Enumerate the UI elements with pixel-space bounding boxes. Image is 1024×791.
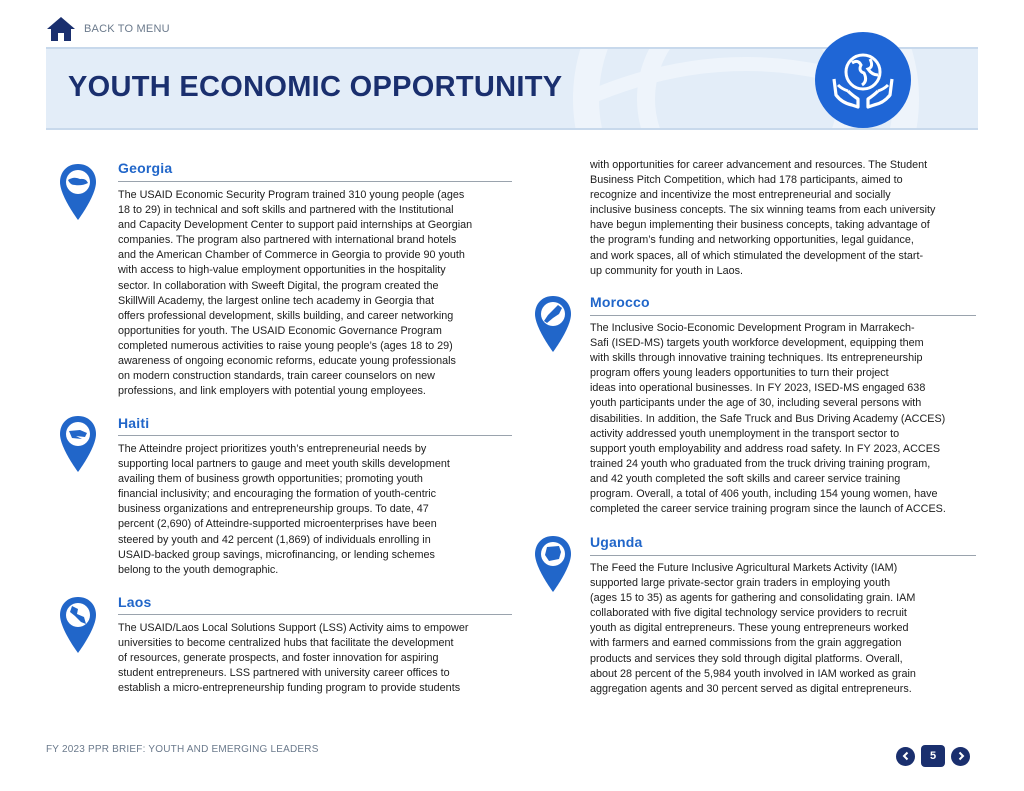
section-title-haiti: Haiti <box>118 415 150 431</box>
section-body-morocco: The Inclusive Socio-Economic Development Program in Marrakech- Safi (ISED-MS) targets youth workforce development, equipping them with skills through innovative training techniques. Its entrepreneurship program offers young leaders opportunities to turn their project ideas into operational businesses. In FY 2023, ISED-MS engaged 638 youth participants under the age of 30, including several persons with disabilities. In addition, the Safe Truck and Bus Driving Academy (ACCES) activity addressed youth unemployment in the transport sector to support youth employability and address road safety. In FY 2023, ACCES trained 24 youth who graduated from the truck driving training program, and 42 youth completed the soft skills and career service training program. Overall, a total of 406 youth, including 154 young women, have completed the career service training program since the launch of ACCES. <box>590 322 946 516</box>
home-icon[interactable] <box>46 15 76 43</box>
section-body-uganda: The Feed the Future Inclusive Agricultural Markets Activity (IAM) supported large private-sector grain traders in employing youth (ages 15 to 35) as agents for gathering and consolidating grain. IAM collaborated with five digital technology service providers to recruit youth as digital entrepreneurs. These young entrepreneurs worked with farmers and earned commissions from the grain aggregation products and services they sold through digital platforms. Overall, about 28 percent of the 5,984 youth involved in IAM worked as grain aggregation agents and 30 percent served as digital entrepreneurs. <box>590 562 916 695</box>
georgia-map-pin-icon <box>58 162 98 222</box>
section-title-georgia: Georgia <box>118 160 173 176</box>
globe-in-hands-icon <box>828 45 898 115</box>
section-title-uganda: Uganda <box>590 534 643 550</box>
back-to-menu-link[interactable] <box>46 14 170 44</box>
section-divider <box>590 315 976 316</box>
laos-map-pin-icon <box>58 595 98 655</box>
chevron-right-icon <box>956 751 966 761</box>
section-title-laos: Laos <box>118 594 152 610</box>
haiti-map-pin-icon <box>58 414 98 474</box>
section-body-laos-continued: with opportunities for career advancement and resources. The Student Business Pitch Competition, which had 178 participants, aimed to recognize and incentivize the most entrepreneurial and socially inclusive business concepts. The six winning teams from each university have begun implementing their business concepts, taking advantage of the program’s funding and networking opportunities, legal guidance, and work spaces, all of which stimulated the development of the start- up community for youth in Laos. <box>590 159 936 277</box>
morocco-map-pin-icon <box>533 294 573 354</box>
page-title: YOUTH ECONOMIC OPPORTUNITY <box>68 71 563 103</box>
section-body-georgia: The USAID Economic Security Program trained 310 young people (ages 18 to 29) in technical and soft skills and partnered with the Institutional and Capacity Development Center to support paid internships at Georgian companies. The program also partnered with international brand hotels and the American Chamber of Commerce in Georgia to provide 90 youth with access to high-value employment opportunities in the hospitality sector. In collaboration with Sweeft Digital, the program created the SkillWill Academy, the largest online tech academy in Georgia that offers professional development, skills building, and career networking opportunities for youth. The USAID Economic Governance Program completed numerous activities to raise young people’s (ages 18 to 29) awareness of ongoing economic reforms, educate young professionals on modern construction standards, train career counselors on new professions, and link employers with potential young employees. <box>118 189 473 398</box>
section-divider <box>118 181 512 182</box>
section-title-morocco: Morocco <box>590 294 650 310</box>
chevron-left-icon <box>901 751 911 761</box>
section-divider <box>118 435 512 436</box>
pagination <box>896 745 970 767</box>
back-to-menu-label[interactable]: BACK TO MENU <box>84 23 170 35</box>
globe-hands-emblem <box>815 32 911 128</box>
section-body-laos: The USAID/Laos Local Solutions Support (LSS) Activity aims to empower universities to become centralized hubs that facilitate the development of resources, generate prospects, and foster innovation for aspiring student entrepreneurs. LSS partnered with university career offices to establish a micro-entrepreneurship funding program to provide students <box>118 622 469 695</box>
next-page-button[interactable] <box>951 747 970 766</box>
footer-title: FY 2023 PPR BRIEF: YOUTH AND EMERGING LEADERS <box>46 744 319 755</box>
section-divider <box>590 555 976 556</box>
uganda-map-pin-icon <box>533 534 573 594</box>
section-divider <box>118 614 512 615</box>
previous-page-button[interactable] <box>896 747 915 766</box>
section-body-haiti: The Atteindre project prioritizes youth’s entrepreneurial needs by supporting local partners to gauge and meet youth skills development availing them of business growth opportunities; promoting youth financial inclusivity; and encouraging the formation of youth-centric business organizations and entrepreneurship groups. To date, 47 percent (2,690) of Atteindre-supported microenterprises have been steered by youth and 42 percent (1,869) of individuals enrolling in USAID-backed group savings, microfinancing, or lending schemes belong to the youth demographic. <box>118 443 450 576</box>
current-page-number: 5 <box>921 745 945 767</box>
